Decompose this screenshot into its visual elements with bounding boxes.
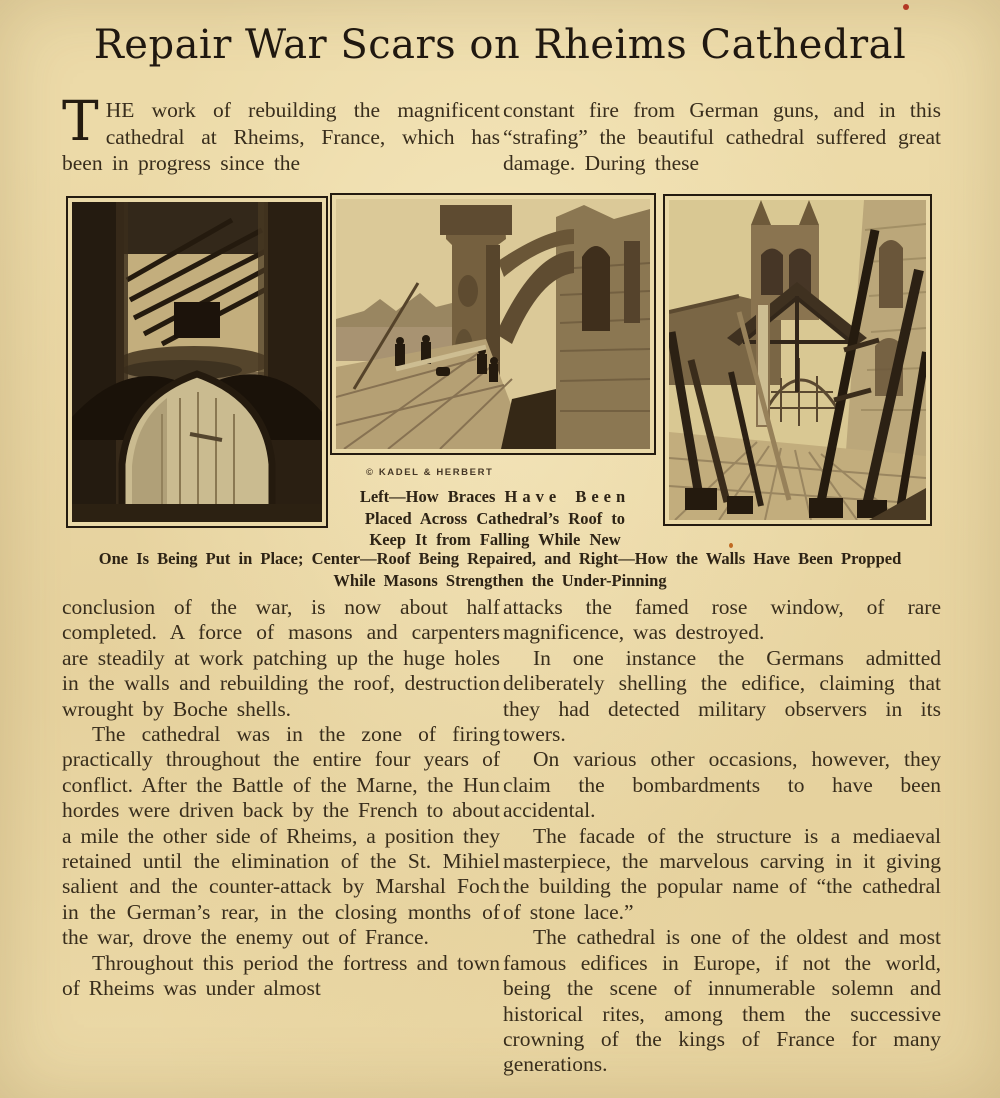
caption-line-5: While Masons Strengthen the Under-Pinning bbox=[333, 570, 667, 590]
paragraph: In one instance the Germans admitted deliberately shelling the edifice, claiming that they had detected military observers in its towers. bbox=[503, 645, 941, 747]
caption-line-2: Placed Across Cathedral’s Roof to bbox=[364, 508, 626, 528]
caption-center-block bbox=[330, 486, 660, 551]
scan-speck bbox=[729, 543, 733, 548]
caption-line-1-prefix: Left—How Braces bbox=[359, 487, 496, 506]
photo-credit: © KADEL & HERBERT bbox=[366, 467, 494, 478]
paragraph: On various other occasions, however, they claim the bombardments to have been accidental. bbox=[503, 747, 941, 823]
propped-walls-illustration bbox=[669, 200, 926, 520]
paragraph: The cathedral was in the zone of firing practically throughout the entire four years of conflict. After the Battle of the Marne, the Hun hordes were driven back by the French to about a mile the other side of Rheims, a position they retained until the elimination of the St. Mihiel salient and the counter-attack by Marshal Foch in the German’s rear, in the closing months of the war, drove the enemy out of France. bbox=[62, 722, 500, 950]
caption-wide-block bbox=[45, 548, 955, 591]
paragraph: The facade of the structure is a mediaeval masterpiece, the marvelous carving in it giving the building the popular name of “the cathedral of stone lace.” bbox=[503, 823, 941, 924]
drop-cap: T bbox=[62, 89, 99, 153]
photo-roof-repair bbox=[330, 193, 656, 455]
photo-ruined-interior bbox=[66, 196, 328, 528]
intro-left-text: HE work of rebuilding the magnificent cathedral at Rheims, France, which has been in progress since the bbox=[62, 98, 500, 175]
intro-right-column bbox=[503, 97, 941, 177]
roof-repair-illustration bbox=[336, 199, 650, 449]
caption-line-1-spaced: Have Been bbox=[504, 487, 631, 506]
caption-line-1 bbox=[330, 486, 660, 508]
body-left-column bbox=[62, 595, 500, 1002]
caption-line-3: Keep It from Falling While New bbox=[369, 530, 621, 549]
paragraph: conclusion of the war, is now about half completed. A force of masons and carpenters are steadily at work patching up the huge holes in the walls and rebuilding the roof, destruction wrought by Boche shells. bbox=[62, 595, 500, 721]
paragraph: Throughout this period the fortress and town of Rheims was under almost bbox=[62, 950, 500, 1001]
scan-speck bbox=[903, 4, 909, 10]
intro-left-column bbox=[62, 89, 500, 177]
intro-right-text: constant fire from German guns, and in this “strafing” the beautiful cathedral suffered great damage. During these bbox=[503, 98, 941, 175]
paragraph: The cathedral is one of the oldest and most famous edifices in Europe, if not the world, being the scene of innumerable solemn and historical rites, among them the successive crowning of the kings of France for many generations. bbox=[503, 925, 941, 1077]
paragraph: attacks the famed rose window, of rare magnificence, was destroyed. bbox=[503, 595, 941, 645]
ruined-interior-illustration bbox=[72, 202, 322, 522]
body-right-column bbox=[503, 595, 941, 1078]
photo-propped-walls bbox=[663, 194, 932, 526]
page-title: Repair War Scars on Rheims Cathedral bbox=[93, 22, 907, 68]
caption-line-4: One Is Being Put in Place; Center—Roof Being Repaired, and Right—How the Walls Have Been Propped bbox=[98, 549, 902, 568]
